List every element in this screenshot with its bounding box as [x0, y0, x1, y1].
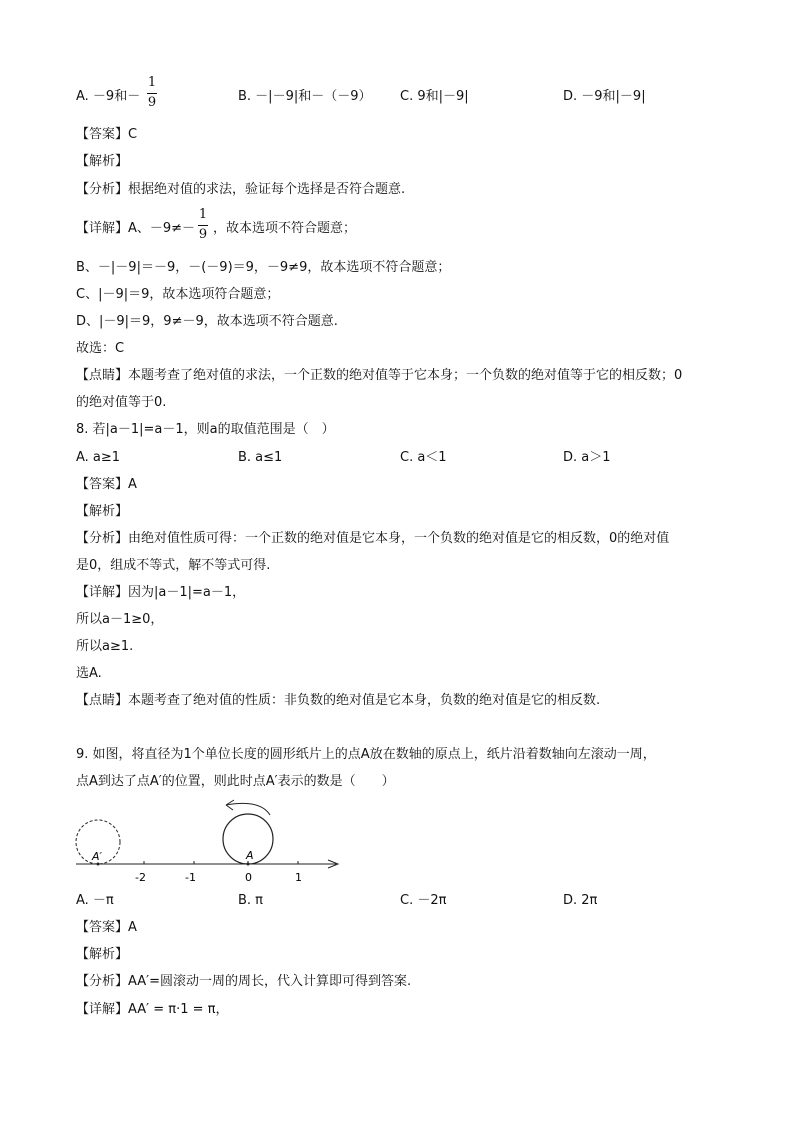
tick-label-0: 0 [245, 871, 252, 884]
q8-step-2: 所以a≥1. [76, 639, 134, 654]
q7-option-a-text: A. －9和－ [76, 89, 141, 104]
q7-option-d: D. －9和|－9| [563, 89, 646, 104]
tick-label-neg2: -2 [135, 871, 146, 884]
q7-xiangjie-frac-den: 9 [198, 227, 208, 242]
q7-line-b: B、－|－9|＝－9，－(－9)＝9，－9≠9，故本选项不符合题意； [76, 260, 451, 275]
q9-fenxi: 【分析】AA′=圆滚动一周的周长，代入计算即可得到答案. [76, 974, 412, 989]
q7-xiangjie-frac-num: 1 [198, 207, 208, 222]
q7-xiangjie-pre: 【详解】A、－9≠－ [76, 221, 196, 236]
point-a-prime-label: A′ [92, 850, 103, 863]
q9-number-line-figure [70, 795, 350, 887]
q7-fenxi: 【分析】根据绝对值的求法，验证每个选择是否符合题意. [76, 182, 406, 197]
q7-answer: 【答案】C [76, 127, 138, 142]
tick-label-neg1: -1 [185, 871, 196, 884]
q8-dianjing: 【点睛】本题考查了绝对值的性质：非负数的绝对值是它本身，负数的绝对值是它的相反数. [76, 693, 601, 708]
q7-option-c: C. 9和|－9| [400, 89, 469, 104]
q7-line-c: C、|－9|＝9，故本选项符合题意； [76, 287, 280, 302]
q8-choose: 选A. [76, 666, 102, 681]
q9-stem-1: 9. 如图，将直径为1个单位长度的圆形纸片上的点A放在数轴的原点上，纸片沿着数轴向左滚动一周， [76, 747, 656, 762]
q7-option-a-frac-bar [147, 93, 157, 94]
q9-analysis-heading: 【解析】 [76, 947, 129, 962]
q8-option-d: D. a＞1 [563, 450, 611, 465]
q8-answer: 【答案】A [76, 477, 137, 492]
q9-stem-2: 点A到达了点A′的位置，则此时点A′表示的数是（ ） [76, 774, 395, 789]
q7-choose: 故选：C [76, 341, 125, 356]
q9-option-d: D. 2π [563, 893, 598, 908]
q7-line-d: D、|－9|＝9，9≠－9，故本选项不符合题意. [76, 314, 338, 329]
point-a-label: A [246, 849, 254, 862]
q8-option-c: C. a＜1 [400, 450, 447, 465]
q9-option-c: C. －2π [400, 893, 447, 908]
q8-fenxi-1: 【分析】由绝对值性质可得：一个正数的绝对值是它本身，一个负数的绝对值是它的相反数，0的绝对值 [76, 531, 670, 546]
q7-xiangjie-frac-bar [198, 225, 208, 226]
q8-option-b: B. a≤1 [238, 450, 283, 465]
q9-xiangjie: 【详解】AA′ = π·1 = π， [76, 1002, 229, 1017]
q8-option-a: A. a≥1 [76, 450, 121, 465]
q7-option-a-frac-den: 9 [147, 95, 157, 110]
q8-stem: 8. 若|a－1|=a－1，则a的取值范围是（ ） [76, 422, 335, 437]
q7-dianjing-2: 的绝对值等于0. [76, 395, 167, 410]
q7-option-a-frac-num: 1 [147, 75, 157, 90]
q8-analysis-heading: 【解析】 [76, 504, 129, 519]
q7-analysis-heading: 【解析】 [76, 154, 129, 169]
q9-answer: 【答案】A [76, 920, 137, 935]
q7-option-a [76, 88, 140, 106]
q8-step-1: 所以a－1≥0， [76, 612, 164, 627]
q9-option-a: A. －π [76, 893, 114, 908]
tick-label-1: 1 [295, 871, 302, 884]
q7-xiangjie-post: ，故本选项不符合题意； [213, 221, 357, 236]
q7-option-b: B. －|－9|和－（－9） [238, 89, 372, 104]
point-a-dot [247, 863, 250, 866]
q7-dianjing-1: 【点睛】本题考查了绝对值的求法，一个正数的绝对值等于它本身；一个负数的绝对值等于它的相反数；0 [76, 368, 683, 383]
q8-fenxi-2: 是0，组成不等式，解不等式可得. [76, 558, 271, 573]
q8-xiangjie: 【详解】因为|a－1|=a－1， [76, 585, 246, 600]
q9-option-b: B. π [238, 893, 264, 908]
